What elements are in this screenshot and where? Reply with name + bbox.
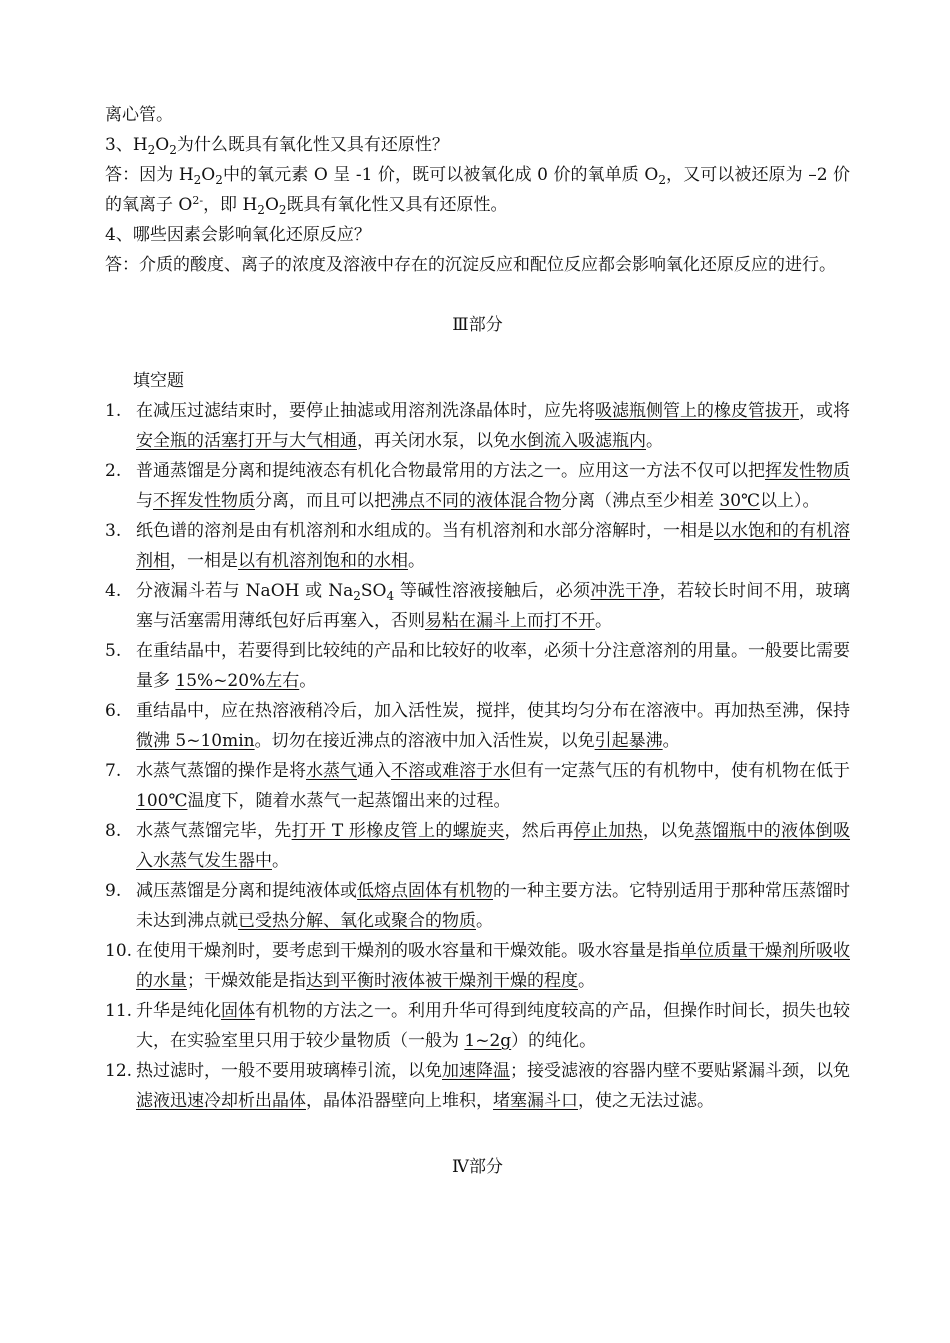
- question-4: 4、哪些因素会影响氧化还原反应？: [105, 225, 371, 245]
- section-4-heading: Ⅳ部分: [452, 1157, 503, 1177]
- list-item-6: 6. 重结晶中，应在热溶液稍冷后，加入活性炭，搅拌，使其均匀分布在溶液中。再加热至沸，保持微沸 5~10min。切勿在接近沸点的溶液中加入活性炭，以免引起暴沸。: [105, 701, 850, 751]
- list-item-2: 2. 普通蒸馏是分离和提纯液态有机化合物最常用的方法之一。应用这一方法不仅可以把挥发性物质与不挥发性物质分离，而且可以把沸点不同的液体混合物分离（沸点至少相差 30℃以上）。: [105, 461, 850, 511]
- question-3: 3、$H_2O_2$为什么既具有氧化性又具有还原性？: [105, 135, 449, 157]
- paragraph-continuation: 离心管。: [105, 105, 173, 125]
- list-item-12: 12. 热过滤时，一般不要用玻璃棒引流，以免加速降温；接受滤液的容器内壁不要贴紧漏斗颈，以免滤液迅速冷却析出晶体，晶体沿器壁向上堆积，堵塞漏斗口，使之无法过滤。: [105, 1061, 850, 1111]
- list-item-9: 9. 减压蒸馏是分离和提纯液体或低熔点固体有机物的一种主要方法。它特别适用于那种常压蒸馏时未达到沸点就已受热分解、氧化或聚合的物质。: [105, 881, 850, 931]
- document-page: [105, 100, 850, 1199]
- list-item-5: 5. 在重结晶中，若要得到比较纯的产品和比较好的收率，必须十分注意溶剂的用量。一般要比需要量多 15%~20%左右。: [105, 641, 850, 691]
- list-item-1: 1. 在减压过滤结束时，要停止抽滤或用溶剂洗涤晶体时，应先将吸滤瓶侧管上的橡皮管拔开，或将安全瓶的活塞打开与大气相通，再关闭水泵，以免水倒流入吸滤瓶内。: [105, 401, 850, 451]
- list-item-3: 3. 纸色谱的溶剂是由有机溶剂和水组成的。当有机溶剂和水部分溶解时，一相是以水饱和的有机溶剂相，一相是以有机溶剂饱和的水相。: [105, 521, 850, 571]
- list-item-10: 10. 在使用干燥剂时，要考虑到干燥剂的吸水容量和干燥效能。吸水容量是指单位质量干燥剂所吸收的水量；干燥效能是指达到平衡时液体被干燥剂干燥的程度。: [105, 941, 850, 991]
- list-item-11: 11. 升华是纯化固体有机物的方法之一。利用升华可得到纯度较高的产品，但操作时间长，损失也较大，在实验室里只用于较少量物质（一般为 1~2g）的纯化。: [105, 1001, 850, 1051]
- section-3-heading: Ⅲ部分: [452, 315, 503, 335]
- answer-3: 答：因为 $H_2O_2$中的氧元素 O 呈 -1 价，既可以被氧化成 0 价的氧单质 $O_2$，又可以被还原为 –2 价的氧离子 $O^{2-}$，即 $H_2O_2$既具有氧化性又具有还原性。: [105, 165, 851, 217]
- answer-4: 答：介质的酸度、离子的浓度及溶液中存在的沉淀反应和配位反应都会影响氧化还原反应的进行。: [105, 255, 836, 275]
- fill-blank-list: [105, 396, 850, 1116]
- list-item-8: 8. 水蒸气蒸馏完毕，先打开 T 形橡皮管上的螺旋夹，然后再停止加热，以免蒸馏瓶中的液体倒吸入水蒸气发生器中。: [105, 821, 851, 871]
- list-item-7: 7. 水蒸气蒸馏的操作是将水蒸气通入不溶或难溶于水但有一定蒸气压的有机物中，使有机物在低于 100℃温度下，随着水蒸气一起蒸馏出来的过程。: [105, 761, 850, 811]
- list-item-4: 4. 分液漏斗若与 NaOH 或 $Na_2SO_4$ 等碱性溶液接触后，必须冲洗干净，若较长时间不用，玻璃塞与活塞需用薄纸包好后再塞入，否则易粘在漏斗上而打不开。: [105, 581, 851, 631]
- fill-blank-title: 填空题: [133, 371, 184, 391]
